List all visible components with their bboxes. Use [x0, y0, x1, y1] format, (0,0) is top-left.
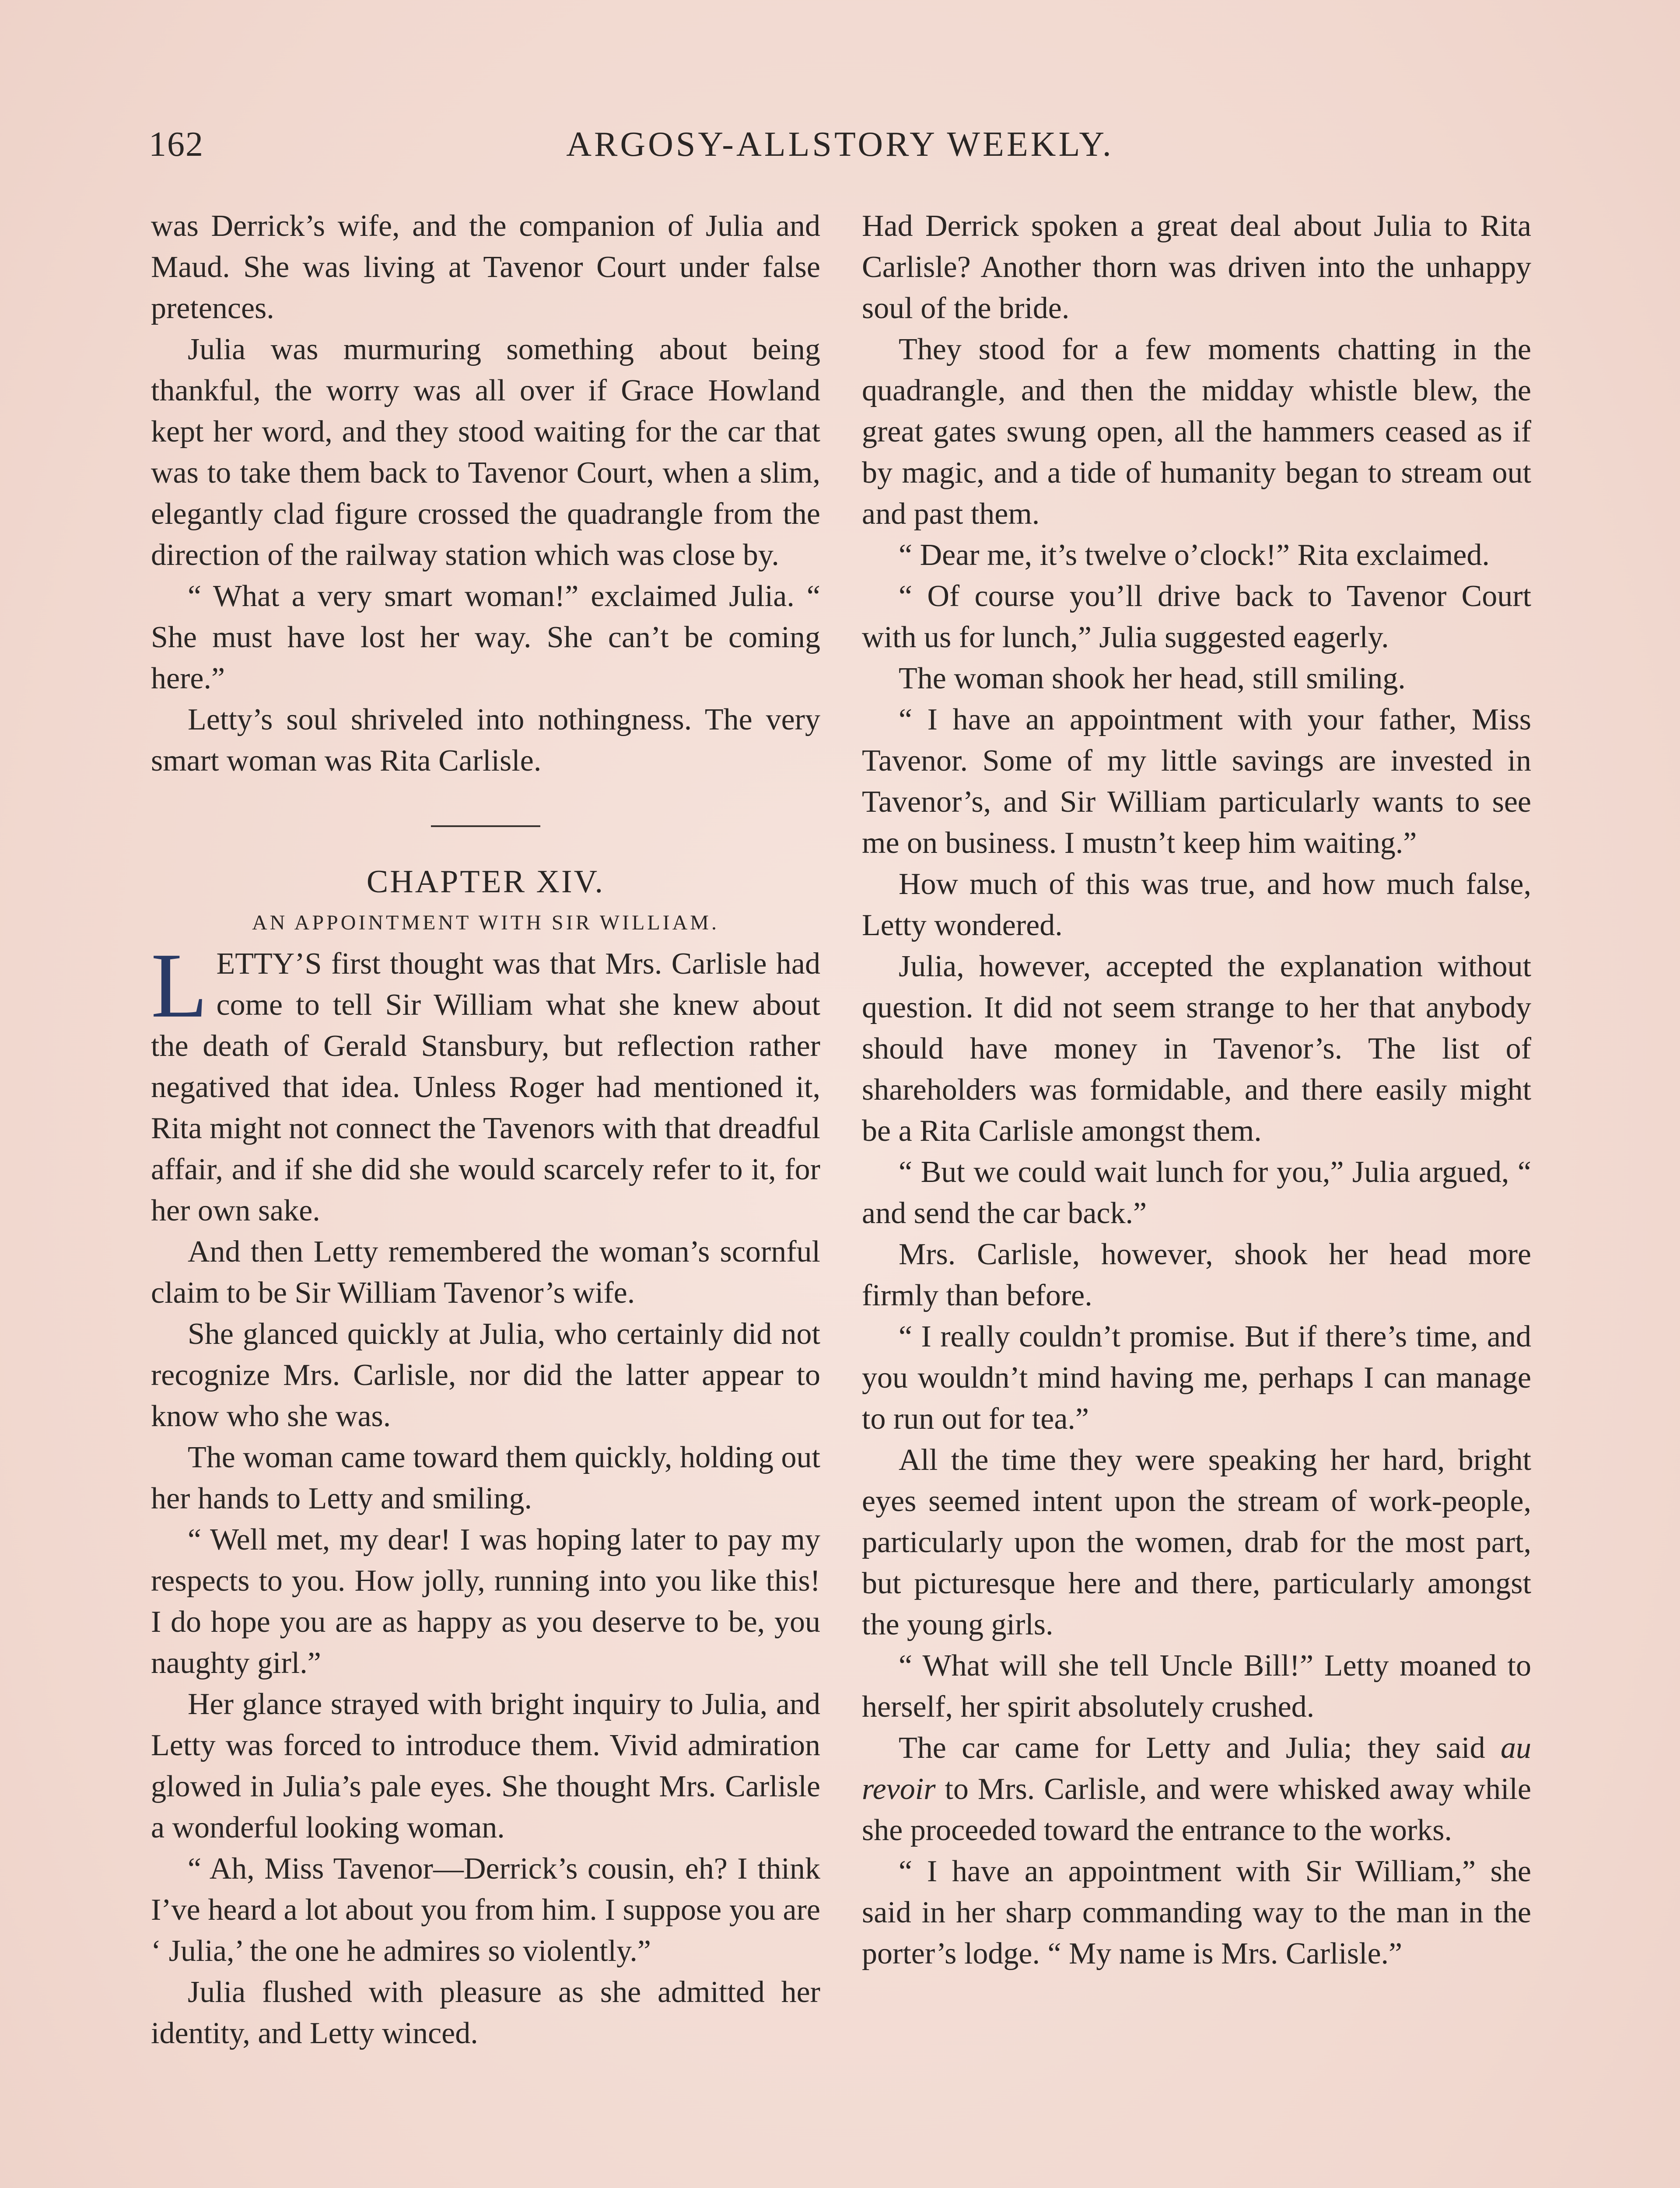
paragraph: All the time they were speaking her hard, bright eyes seemed intent upon the stream of work-people, particularly upon the women, drab for the most part, but picturesque here and there, particularly amongst the young girls. — [862, 1443, 1531, 1641]
paragraph: “ Of course you’ll drive back to Tavenor Court with us for lunch,” Julia suggested eagerly. — [862, 579, 1531, 654]
paragraph: “ What a very smart woman!” exclaimed Julia. “ She must have lost her way. She can’t be coming here.” — [151, 579, 820, 695]
running-title: ARGOSY-ALLSTORY WEEKLY. — [566, 125, 1114, 164]
section-divider — [431, 825, 540, 827]
paragraph: The woman came toward them quickly, holding out her hands to Letty and smiling. — [151, 1441, 820, 1515]
paragraph: Julia was murmuring something about being thankful, the worry was all over if Grace Howland kept her word, and they stood waiting for the car that was to take them back to Tavenor Court, when a slim, elegantly clad figure crossed the quadrangle from the direction of the railway station which was close by. — [151, 333, 820, 572]
paragraph-text: The car came for Letty and Julia; they said — [899, 1731, 1501, 1765]
paragraph: Julia, however, accepted the explanation without question. It did not seem strange to her that anybody should have money in Tavenor’s. The list of shareholders was formidable, and there easily might be a Rita Carlisle amongst them. — [862, 950, 1531, 1148]
paragraph: “ What will she tell Uncle Bill!” Letty moaned to herself, her spirit absolutely crushed. — [862, 1649, 1531, 1724]
paragraph: She glanced quickly at Julia, who certainly did not recognize Mrs. Carlisle, nor did the latter appear to know who she was. — [151, 1317, 820, 1433]
paragraph: Had Derrick spoken a great deal about Julia to Rita Carlisle? Another thorn was driven into the unhappy soul of the bride. — [862, 209, 1531, 325]
paragraph: They stood for a few moments chatting in the quadrangle, and then the midday whistle blew, the great gates swung open, all the hammers ceased as if by magic, and a tide of humanity began to stream out and past them. — [862, 333, 1531, 531]
paragraph: Her glance strayed with bright inquiry to Julia, and Letty was forced to introduce them. Vivid admiration glowed in Julia’s pale eyes. She thought Mrs. Carlisle a wonderful looking woman. — [151, 1687, 820, 1844]
left-column — [151, 206, 820, 2054]
paragraph: “ I really couldn’t promise. But if there’s time, and you wouldn’t mind having me, perhaps I can manage to run out for tea.” — [862, 1320, 1531, 1436]
page-header — [149, 125, 1531, 177]
paragraph: And then Letty remembered the woman’s scornful claim to be Sir William Tavenor’s wife. — [151, 1235, 820, 1310]
chapter-title: CHAPTER XIV. — [366, 864, 605, 900]
paragraph: “ I have an appointment with Sir William,” she said in her sharp commanding way to the man in the porter’s lodge. “ My name is Mrs. Carlisle.” — [862, 1855, 1531, 1971]
right-column — [862, 206, 1531, 1974]
paragraph: “ Ah, Miss Tavenor—Derrick’s cousin, eh? I think I’ve heard a lot about you from him. I suppose you are ‘ Julia,’ the one he admires so violently.” — [151, 1852, 820, 1968]
paragraph: Julia flushed with pleasure as she admitted her identity, and Letty winced. — [151, 1975, 820, 2050]
italic-phrase: au revoir — [862, 1731, 1531, 1806]
drop-cap: L — [151, 934, 208, 1037]
paragraph: “ But we could wait lunch for you,” Julia argued, “ and send the car back.” — [862, 1155, 1531, 1230]
paragraph — [862, 1728, 1531, 1851]
paragraph: The woman shook her head, still smiling. — [899, 662, 1406, 695]
paragraph: “ Dear me, it’s twelve o’clock!” Rita exclaimed. — [899, 538, 1490, 572]
paragraph: Mrs. Carlisle, however, shook her head more firmly than before. — [862, 1238, 1531, 1312]
chapter-subtitle: AN APPOINTMENT WITH SIR WILLIAM. — [252, 911, 719, 934]
paragraph: was Derrick’s wife, and the companion of Julia and Maud. She was living at Tavenor Court under false pretences. — [151, 209, 820, 325]
page-number: 162 — [149, 125, 204, 164]
paragraph: How much of this was true, and how much false, Letty wondered. — [862, 867, 1531, 942]
paragraph: “ Well met, my dear! I was hoping later to pay my respects to you. How jolly, running into you like this! I do hope you are as happy as you deserve to be, you naughty girl.” — [151, 1523, 820, 1680]
paragraph: “ I have an appointment with your father, Miss Tavenor. Some of my little savings are invested in Tavenor’s, and Sir William particularly wants to see me on business. I mustn’t keep him waiting.” — [862, 703, 1531, 860]
paragraph: Letty’s soul shriveled into nothingness. The very smart woman was Rita Carlisle. — [151, 703, 820, 778]
paragraph-text: ETTY’S first thought was that Mrs. Carlisle had come to tell Sir William what she knew about the death of Gerald Stansbury, but reflection rather negatived that idea. Unless Roger had mentioned it, Rita might not connect the Tavenors with that dreadful affair, and if she did she would scarcely refer to it, for her own sake. — [151, 947, 820, 1227]
chapter-opening-paragraph — [151, 934, 820, 1231]
paragraph-text: to Mrs. Carlisle, and were whisked away while she proceeded toward the entrance to the works. — [862, 1772, 1531, 1847]
